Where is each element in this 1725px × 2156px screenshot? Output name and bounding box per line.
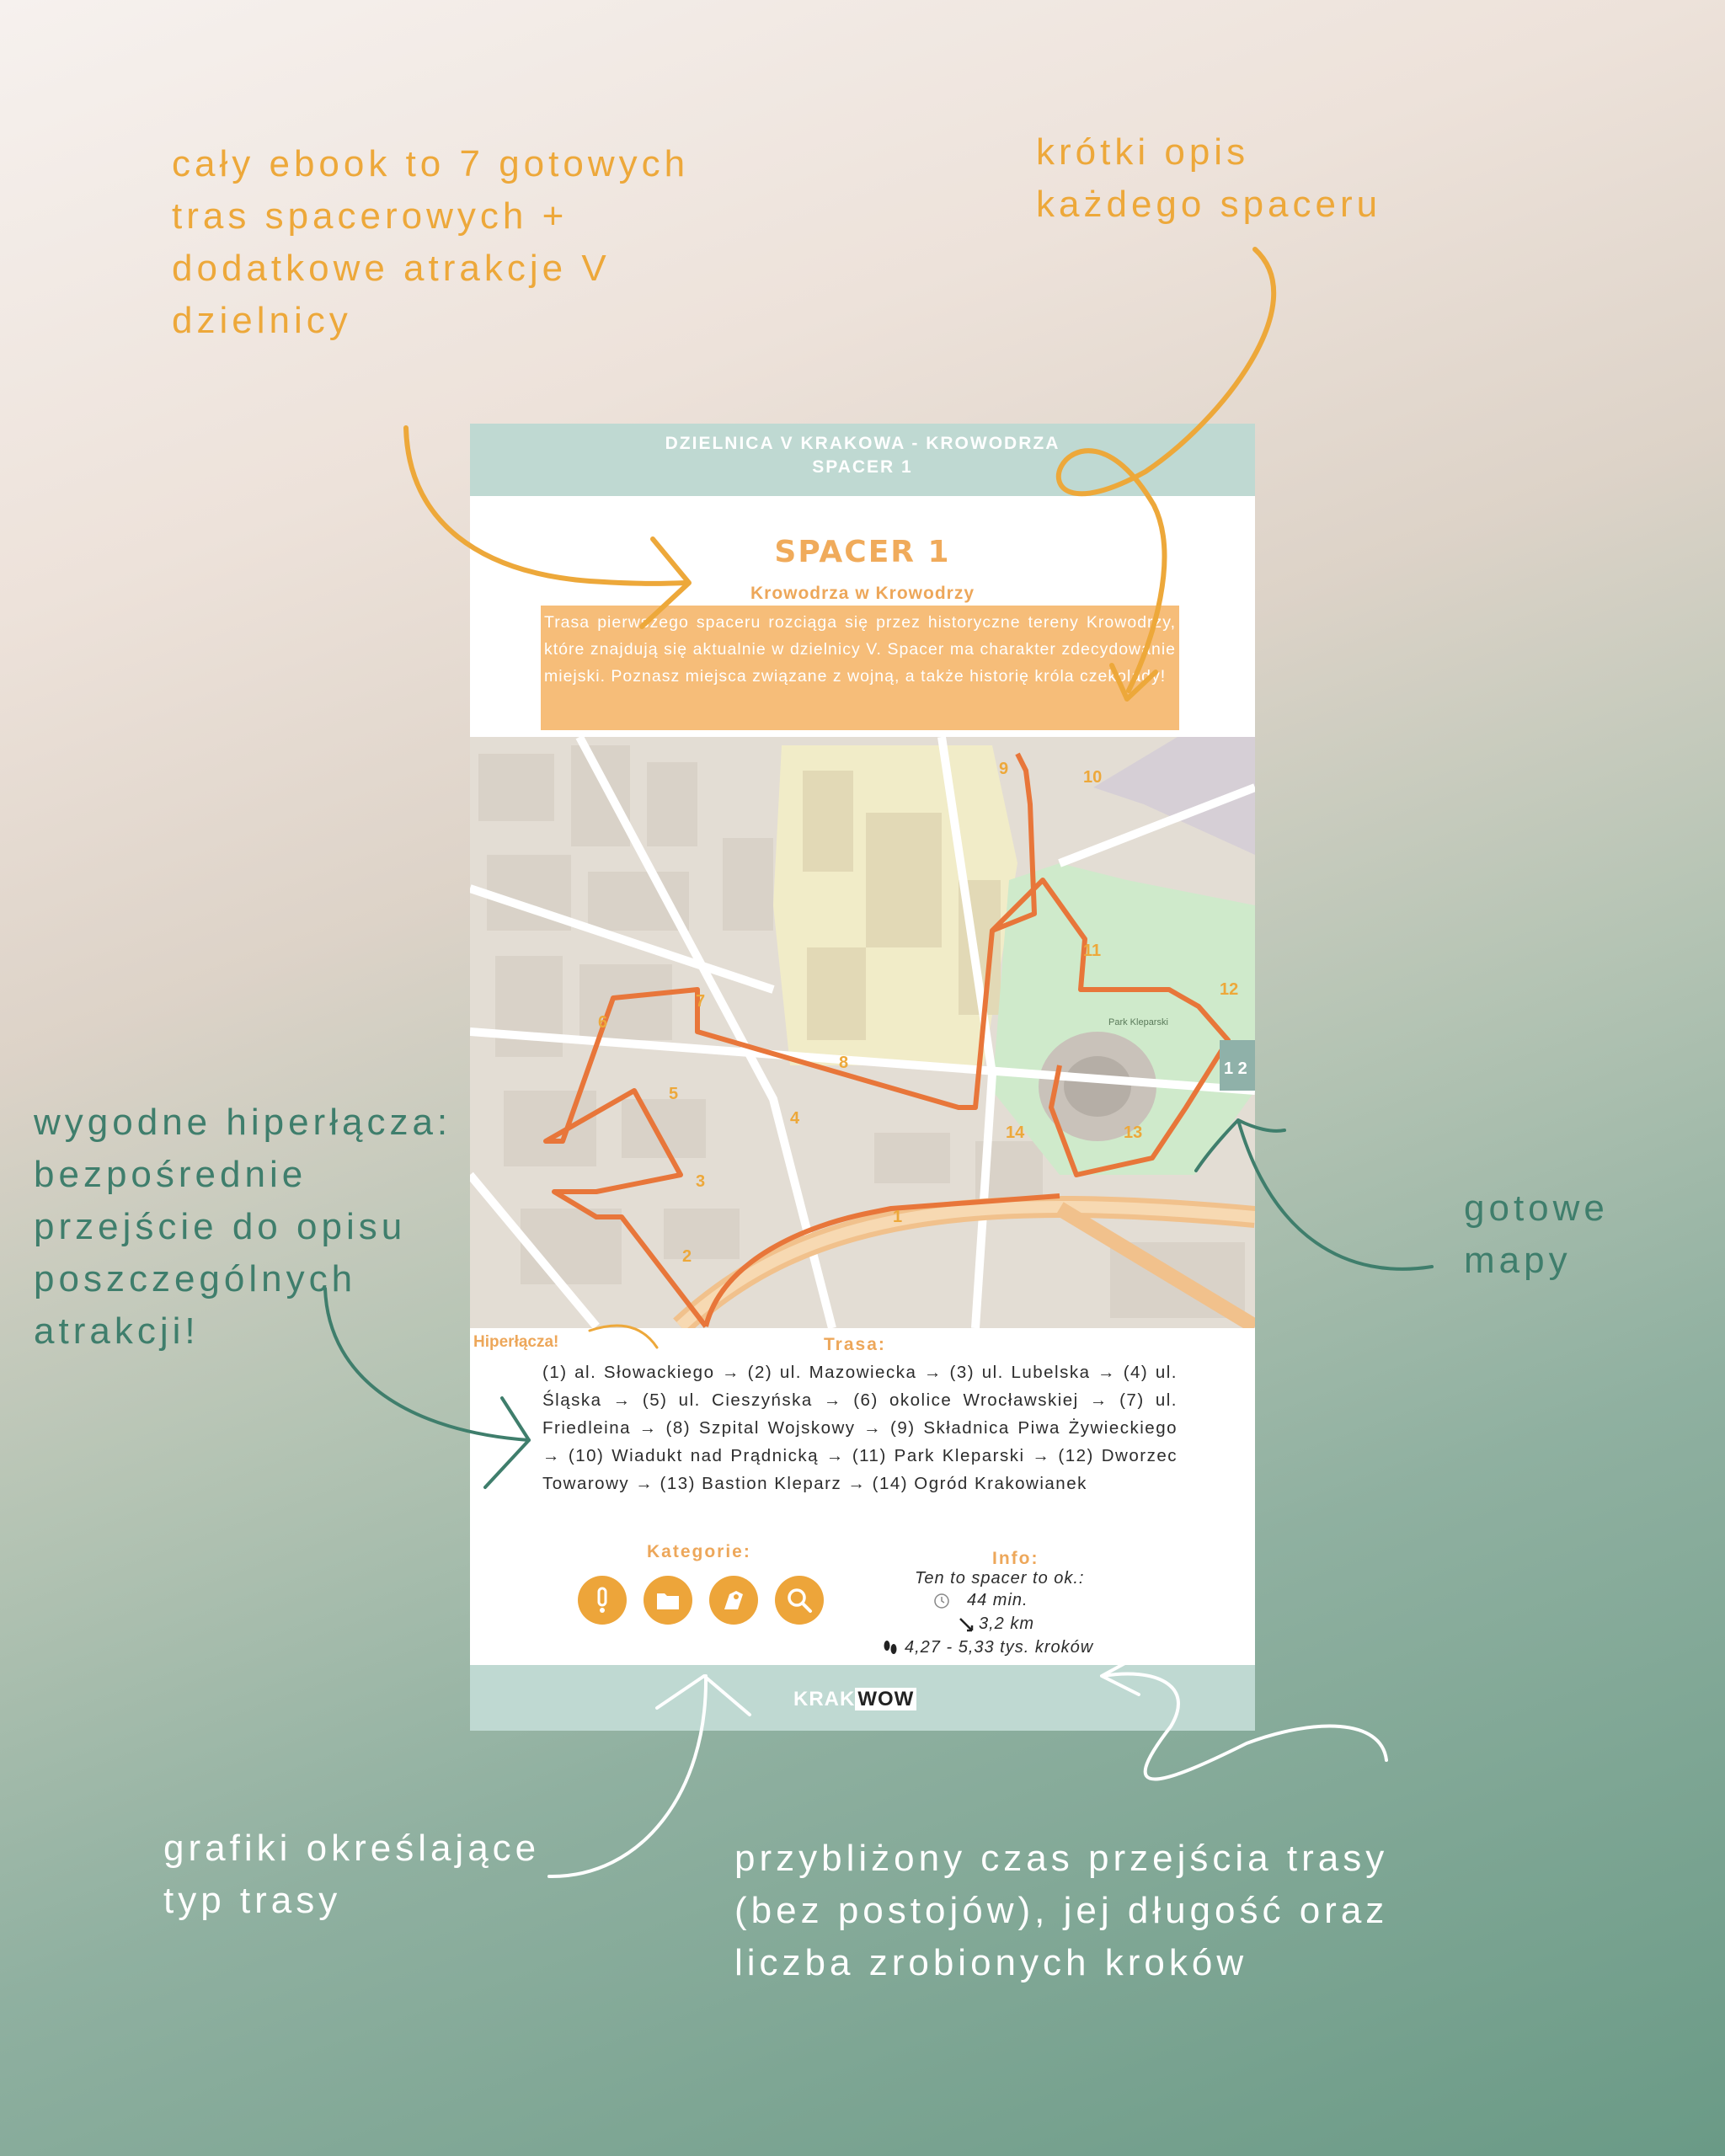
krakwow-logo: KRAK WOW [793, 1688, 916, 1711]
annotation-czas: przybliżony czas przejścia trasy (bez postojów), jej długość oraz liczba zrobionych kroków [734, 1838, 1389, 1983]
map-marker[interactable]: 7 [696, 992, 706, 1011]
route-description[interactable]: (1) al. Słowackiego → (2) ul. Mazowiecka → (3) ul. Lubelska → (4) ul. Śląska → (5) ul. Cieszyńska → (6) okolice Wrocławskiej → (7) ul. Friedleina → (8) Szpital Wojskowy → (9) Składnica Piwa Żywieckiego → (10) Wiadukt nad Prądnicką → (11) Park Kleparski → (12) Dworzec Towarowy → (13) Bastion Kleparz → (14) Ogród Krakowianek [542, 1363, 1178, 1493]
map-marker[interactable]: 11 [1083, 942, 1102, 960]
annotation-hiperlacza: wygodne hiperłącza: bezpośrednie przejście do opisu poszczególnych atrakcji! [34, 1102, 452, 1352]
header-district: DZIELNICA V KRAKOWA - KROWODRZA [665, 434, 1060, 453]
map-marker[interactable]: 13 [1124, 1123, 1143, 1142]
arrow-hiperlacza [325, 1289, 529, 1440]
spacer-description: Trasa pierwszego spaceru rozciąga się przez historyczne tereny Krowodrzy, które znajdują się aktualnie w dzielnicy V. Spacer ma charakter zdecydowanie miejski. Poznasz miejsca związane z wojną, a także historię króla czekolady! [541, 606, 1179, 730]
map-marker[interactable]: 5 [669, 1085, 679, 1103]
info-steps-value: 4,27 - 5,33 tys. kroków [905, 1638, 1094, 1657]
header-spacer: SPACER 1 [812, 457, 913, 477]
info-distance-value: 3,2 km [979, 1614, 1035, 1633]
map-tab-label: 1 2 [1224, 1059, 1247, 1078]
map-marker[interactable]: 3 [696, 1172, 706, 1191]
spacer-title: SPACER 1 [774, 535, 951, 569]
map-marker[interactable]: 4 [790, 1109, 800, 1128]
annotation-grafiki: grafiki określające typ trasy [163, 1828, 541, 1921]
info-label: Info: [992, 1549, 1039, 1568]
kategorie-label: Kategorie: [647, 1542, 751, 1561]
info-time-value: 44 min. [967, 1591, 1028, 1609]
arrow-mapy [1238, 1120, 1432, 1269]
annotation-ebook: cały ebook to 7 gotowych tras spacerowych + dodatkowe atrakcje V dzielnicy [172, 143, 690, 341]
map-marker[interactable]: 2 [682, 1247, 692, 1266]
arrow-grafiki [549, 1676, 706, 1876]
hiperlacza-label: Hiperłącza! [473, 1333, 559, 1351]
map-marker[interactable]: 1 [893, 1208, 903, 1226]
map-marker[interactable]: 8 [839, 1054, 849, 1072]
arrow-opis [1059, 249, 1274, 691]
spacer-subtitle: Krowodrza w Krowodrzy [750, 584, 975, 603]
arrow-ebook [406, 428, 686, 584]
map-marker[interactable]: 14 [1006, 1123, 1025, 1142]
arrow-hiperlacza-head [485, 1398, 529, 1487]
arrow-hiperlacza-small [590, 1326, 657, 1348]
annotation-mapy: gotowe mapy [1464, 1187, 1609, 1281]
map-marker[interactable]: 12 [1220, 980, 1239, 999]
info-intro: Ten to spacer to ok.: [915, 1569, 1085, 1588]
arrow-czas [1103, 1674, 1386, 1780]
map-marker[interactable]: 6 [598, 1013, 608, 1032]
annotation-opis: krótki opis każdego spaceru [1036, 131, 1382, 225]
map-marker[interactable]: 9 [999, 760, 1009, 778]
trasa-label: Trasa: [824, 1335, 886, 1354]
map-marker[interactable]: 10 [1083, 768, 1103, 787]
map-park-label: Park Kleparski [1108, 1017, 1168, 1027]
